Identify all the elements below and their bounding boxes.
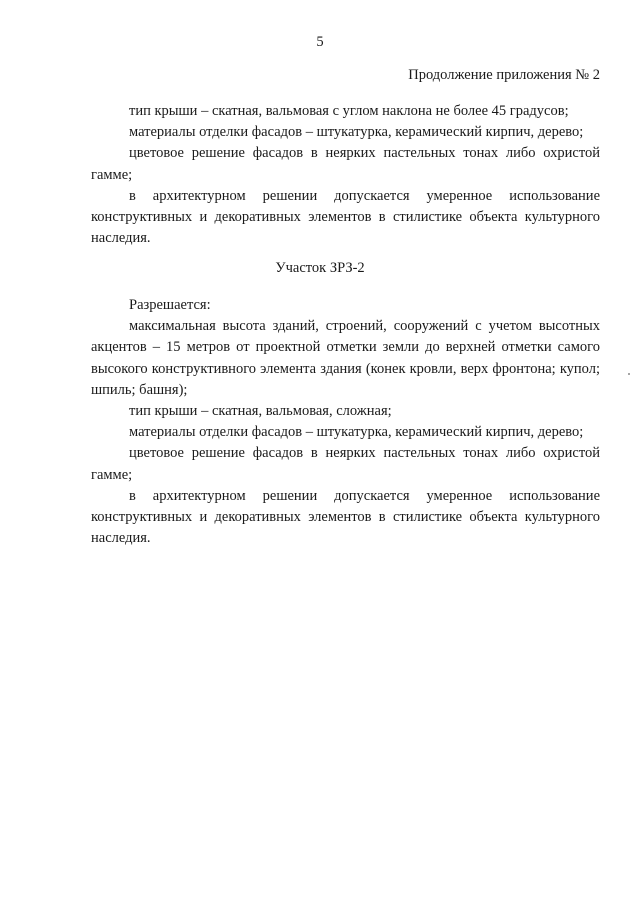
appendix-continuation-label: Продолжение приложения № 2 (408, 67, 600, 83)
section-two-text (91, 295, 600, 549)
paragraph-facade-materials: материалы отделки фасадов – штукатурка, керамический кирпич, дерево; (129, 124, 584, 141)
paragraph-facade-colors: цветовое решение фасадов в неярких пастельных тонах либо охристой гамме; (91, 445, 600, 483)
section-one-text (91, 101, 600, 249)
page-number: 5 (316, 34, 324, 50)
paragraph-roof-type: тип крыши – скатная, вальмовая с углом наклона не более 45 градусов; (129, 103, 569, 119)
paragraph-allowed-intro: Разрешается: (129, 297, 211, 313)
paragraph-facade-colors: цветовое решение фасадов в неярких пастельных тонах либо охристой гамме; (91, 145, 600, 183)
paragraph-roof-type: тип крыши – скатная, вальмовая, сложная; (129, 403, 392, 420)
section-heading: Участок ЗРЗ-2 (275, 260, 365, 276)
scan-speck (628, 373, 630, 375)
paragraph-max-height: максимальная высота зданий, строений, сооружений с учетом высотных акцентов – 15 метров от проектной отметки земли до верхней отметки самого высокого конструктивного элемента здания (конек кровли, верх фронтона; купол; шпиль; башня); (91, 318, 600, 398)
paragraph-facade-materials: материалы отделки фасадов – штукатурка, керамический кирпич, дерево; (129, 424, 584, 441)
paragraph-architectural-elements: в архитектурном решении допускается умеренное использование конструктивных и декоративных элементов в стилистике объекта культурного наследия. (91, 487, 600, 547)
paragraph-architectural-elements: в архитектурном решении допускается умеренное использование конструктивных и декоративных элементов в стилистике объекта культурного наследия. (91, 187, 600, 247)
